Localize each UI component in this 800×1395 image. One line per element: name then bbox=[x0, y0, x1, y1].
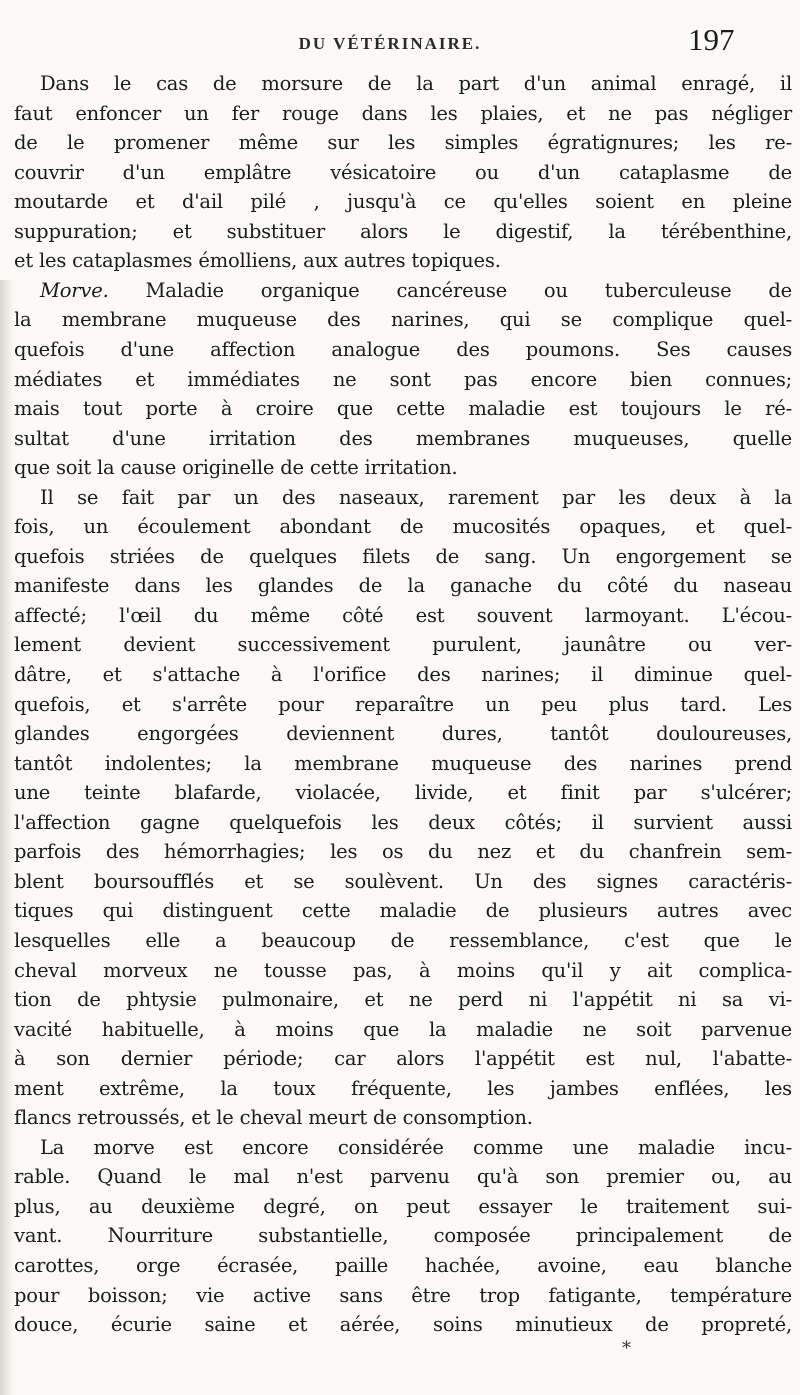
text-line bbox=[14, 188, 792, 216]
text-line bbox=[14, 602, 792, 630]
text-line bbox=[14, 454, 792, 482]
line-text: pour boisson; vie active sans être trop fatigante, température bbox=[14, 1283, 792, 1307]
text-line bbox=[14, 159, 792, 187]
text-line bbox=[14, 838, 792, 866]
text-line bbox=[14, 100, 792, 128]
text-line bbox=[14, 336, 792, 364]
line-text: sultat d'une irritation des membranes muqueuses, quelle bbox=[14, 426, 792, 450]
text-line bbox=[14, 366, 792, 394]
running-title: DU VÉTÉRINAIRE. bbox=[298, 34, 482, 53]
line-text: Il se fait par un des naseaux, rarement par les deux à la bbox=[40, 485, 792, 509]
text-line bbox=[14, 1311, 792, 1339]
text-line bbox=[14, 897, 792, 925]
line-text: tion de phtysie pulmonaire, et ne perd ni l'appétit ni sa vi- bbox=[14, 988, 792, 1012]
line-text: fois, un écoulement abondant de mucosités opaques, et quel- bbox=[14, 515, 792, 539]
line-text: à son dernier période; car alors l'appétit est nul, l'abatte- bbox=[14, 1047, 792, 1071]
text-line bbox=[14, 691, 792, 719]
line-text: Dans le cas de morsure de la part d'un animal enragé, il bbox=[40, 72, 792, 95]
line-text: glandes engorgées deviennent dures, tantôt douloureuses, bbox=[14, 722, 792, 746]
text-line bbox=[14, 543, 792, 571]
text-line bbox=[40, 277, 792, 305]
text-line bbox=[14, 868, 792, 896]
text-line bbox=[14, 750, 792, 778]
line-text: ment extrême, la toux fréquente, les jambes enflées, les bbox=[14, 1076, 792, 1100]
line-text: tantôt indolentes; la membrane muqueuse des narines prend bbox=[14, 751, 792, 775]
line-text: affecté; l'œil du même côté est souvent larmoyant. L'écou- bbox=[14, 603, 792, 627]
text-line bbox=[14, 218, 792, 246]
text-line bbox=[14, 1075, 792, 1103]
text-line bbox=[14, 425, 792, 453]
line-text: l'affection gagne quelquefois les deux côtés; il survient aussi bbox=[14, 810, 792, 834]
line-text: dâtre, et s'attache à l'orifice des narines; il diminue quel- bbox=[14, 663, 792, 686]
text-line bbox=[14, 572, 792, 600]
text-line bbox=[14, 927, 792, 955]
text-line bbox=[14, 1104, 792, 1132]
text-line bbox=[14, 247, 792, 275]
text-line bbox=[14, 306, 792, 334]
line-text: médiates et immédiates ne sont pas encore bien connues; bbox=[14, 367, 792, 391]
line-text: et les cataplasmes émolliens, aux autres topiques. bbox=[14, 249, 501, 273]
text-line bbox=[14, 957, 792, 985]
text-line bbox=[40, 1134, 792, 1162]
text-line bbox=[40, 70, 792, 98]
line-text: vant. Nourriture substantielle, composée principalement de bbox=[14, 1224, 792, 1248]
text-line bbox=[14, 631, 792, 659]
page-number: 197 bbox=[688, 22, 735, 57]
line-text: rable. Quand le mal n'est parvenu qu'à son premier ou, au bbox=[14, 1165, 792, 1189]
text-line bbox=[14, 1016, 792, 1044]
line-text: de le promener même sur les simples égratignures; les re- bbox=[14, 131, 792, 155]
entry-term: Morve. bbox=[40, 278, 109, 302]
line-text: quefois, et s'arrête pour reparaître un peu plus tard. Les bbox=[14, 692, 792, 716]
line-text: cheval morveux ne tousse pas, à moins qu'il y ait complica- bbox=[14, 958, 792, 982]
text-line bbox=[14, 809, 792, 837]
text-line bbox=[14, 1163, 792, 1191]
running-head bbox=[0, 22, 800, 62]
text-line bbox=[14, 986, 792, 1014]
line-text: suppuration; et substituer alors le digestif, la térébenthine, bbox=[14, 219, 792, 243]
line-text: vacité habituelle, à moins que la maladie ne soit parvenue bbox=[14, 1017, 792, 1041]
text-line bbox=[14, 1222, 792, 1250]
gutter-shadow bbox=[0, 280, 14, 1395]
text-line bbox=[14, 1282, 792, 1310]
line-text: faut enfoncer un fer rouge dans les plaies, et ne pas négliger bbox=[14, 101, 792, 125]
text-line bbox=[40, 484, 792, 512]
text-line bbox=[14, 661, 792, 689]
line-text: La morve est encore considérée comme une maladie incu- bbox=[40, 1135, 792, 1159]
line-text: manifeste dans les glandes de la ganache du côté du naseau bbox=[14, 574, 792, 598]
line-text: carottes, orge écrasée, paille hachée, avoine, eau blanche bbox=[14, 1254, 792, 1277]
line-text: douce, écurie saine et aérée, soins minutieux de propreté, bbox=[14, 1313, 792, 1337]
line-text: couvrir d'un emplâtre vésicatoire ou d'un cataplasme de bbox=[14, 160, 792, 184]
line-text: tiques qui distinguent cette maladie de plusieurs autres avec bbox=[14, 899, 792, 923]
line-text: moutarde et d'ail pilé , jusqu'à ce qu'elles soient en pleine bbox=[14, 190, 792, 214]
line-text: parfois des hémorrhagies; les os du nez et du chanfrein sem- bbox=[14, 840, 792, 864]
text-line bbox=[14, 720, 792, 748]
text-line bbox=[14, 513, 792, 541]
text-line bbox=[14, 129, 792, 157]
line-text: plus, au deuxième degré, on peut essayer le traitement sui- bbox=[14, 1194, 792, 1218]
text-line bbox=[14, 395, 792, 423]
signature-mark: * bbox=[622, 1338, 631, 1359]
line-text: la membrane muqueuse des narines, qui se complique quel- bbox=[14, 308, 792, 332]
line-text: quefois striées de quelques filets de sang. Un engorgement se bbox=[14, 544, 792, 568]
line-text: flancs retroussés, et le cheval meurt de consomption. bbox=[14, 1106, 533, 1130]
line-text: lement devient successivement purulent, jaunâtre ou ver- bbox=[14, 633, 792, 657]
line-text: mais tout porte à croire que cette maladie est toujours le ré- bbox=[14, 397, 792, 421]
line-text: Maladie organique cancéreuse ou tuberculeuse de bbox=[108, 278, 792, 302]
text-line bbox=[14, 1045, 792, 1073]
line-text: une teinte blafarde, violacée, livide, et finit par s'ulcérer; bbox=[14, 781, 792, 805]
line-text: lesquelles elle a beaucoup de ressemblance, c'est que le bbox=[14, 928, 792, 952]
text-line bbox=[14, 1193, 792, 1221]
line-text: quefois d'une affection analogue des poumons. Ses causes bbox=[14, 337, 792, 361]
line-text: blent boursoufflés et se soulèvent. Un des signes caractéris- bbox=[14, 869, 792, 893]
text-line bbox=[14, 779, 792, 807]
line-text: que soit la cause originelle de cette irritation. bbox=[14, 456, 458, 480]
text-line bbox=[14, 1252, 792, 1280]
